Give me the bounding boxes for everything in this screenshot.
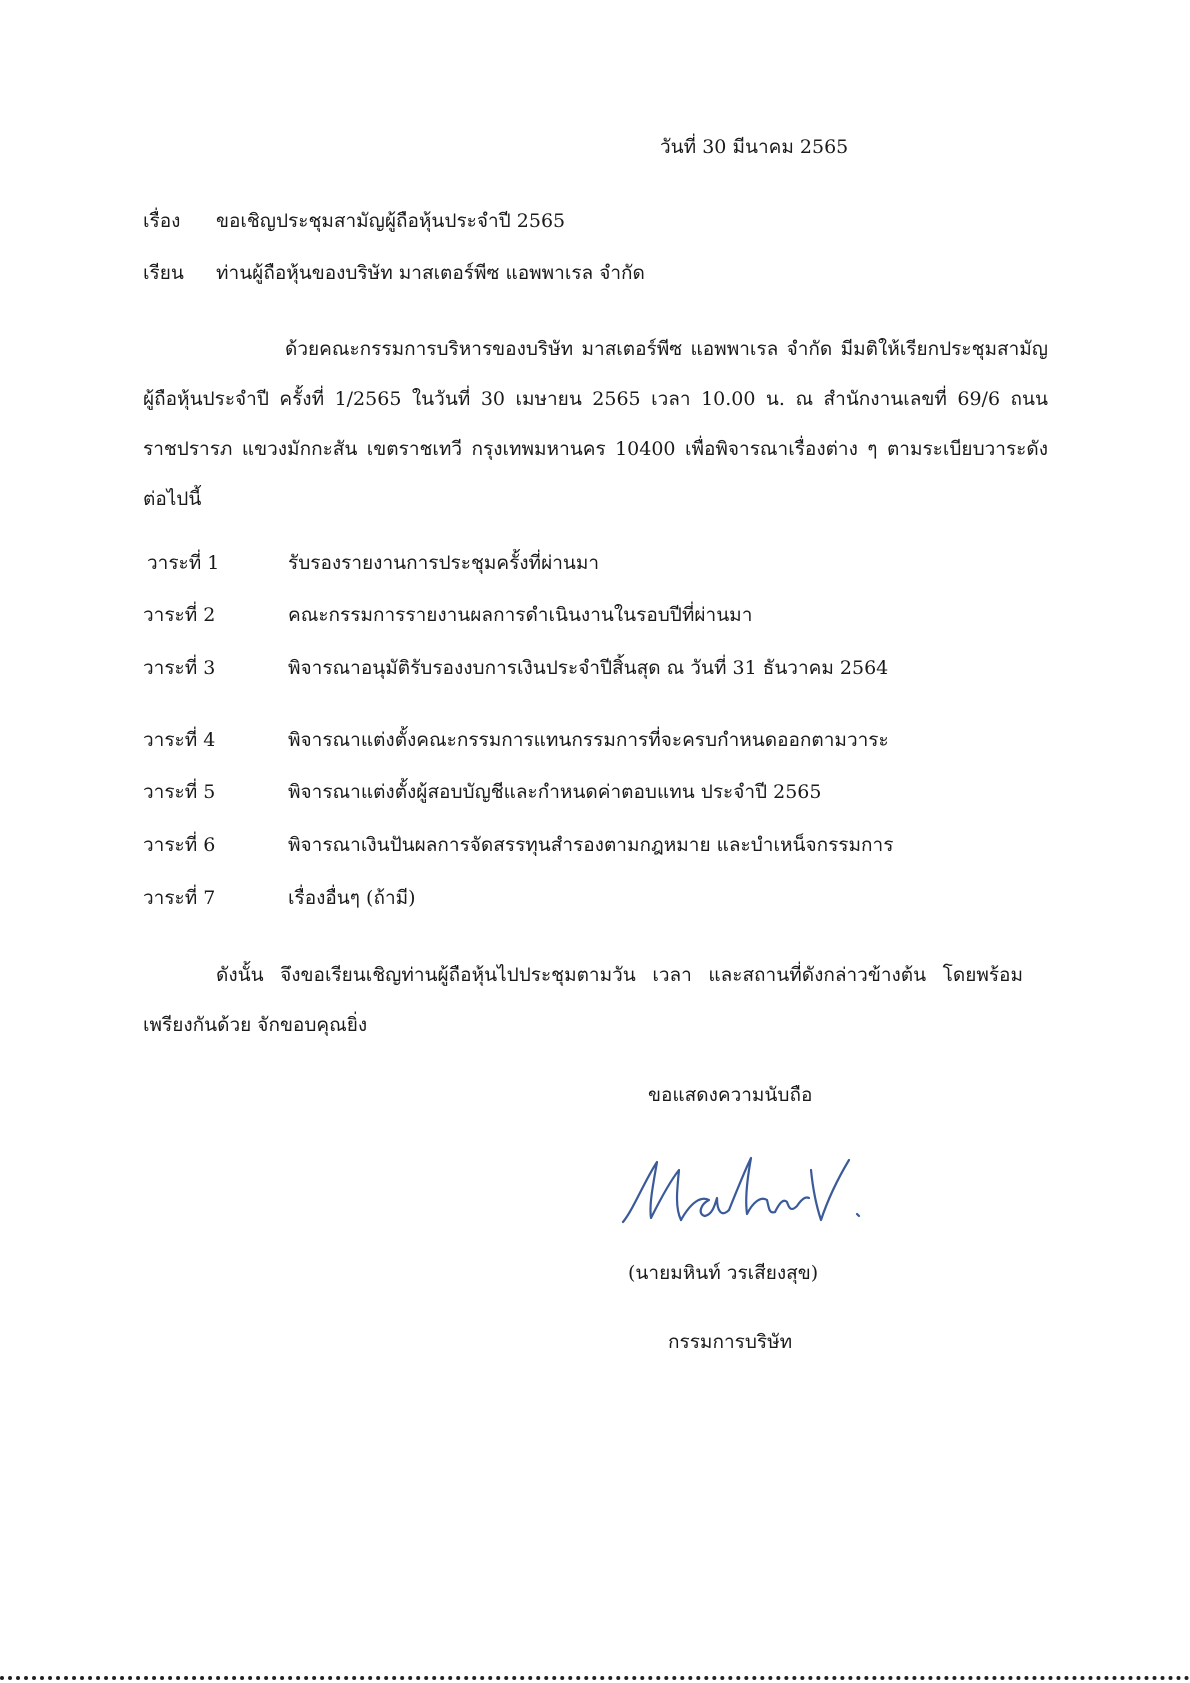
closing-paragraph: ดังนั้น จึงขอเรียนเชิญท่านผู้ถือหุ้นไปประชุมตามวัน เวลา และสถานที่ดังกล่าวข้างต้น โดยพร้อมเพรียงกันด้วย จักขอบคุณยิ่ง	[143, 964, 1023, 1036]
agenda-item	[143, 600, 752, 630]
regards-text: ขอแสดงความนับถือ	[648, 1084, 813, 1106]
agenda-number: วาระที่ 2	[143, 604, 216, 626]
agenda-text: พิจารณาเงินปันผลการจัดสรรทุนสำรองตามกฎหมาย และบำเหน็จกรรมการ	[288, 834, 894, 856]
agenda-text: รับรองรายงานการประชุมครั้งที่ผ่านมา	[288, 552, 600, 574]
recipient-text: ท่านผู้ถือหุ้นของบริษัท มาสเตอร์พีซ แอพพาเรล จำกัด	[216, 262, 645, 284]
agenda-item	[143, 725, 889, 755]
signer-name: (นายมหินท์ วรเสียงสุข)	[628, 1262, 819, 1284]
recipient-row	[143, 258, 645, 288]
subject-text: ขอเชิญประชุมสามัญผู้ถือหุ้นประจำปี 2565	[216, 210, 566, 232]
agenda-number: วาระที่ 6	[143, 834, 216, 856]
agenda-text: คณะกรรมการรายงานผลการดำเนินงานในรอบปีที่ผ่านมา	[288, 604, 753, 626]
agenda-item	[143, 653, 888, 683]
signature-image	[605, 1140, 865, 1240]
agenda-number: วาระที่ 5	[143, 781, 216, 803]
agenda-item	[143, 548, 599, 578]
agenda-text: พิจารณาแต่งตั้งผู้สอบบัญชีและกำหนดค่าตอบแทน ประจำปี 2565	[288, 781, 822, 803]
intro-paragraph: ด้วยคณะกรรมการบริหารของบริษัท มาสเตอร์พีซ แอพพาเรล จำกัด มีมติให้เรียกประชุมสามัญผู้ถือหุ้นประจำปี ครั้งที่ 1/2565 ในวันที่ 30 เมษายน 2565 เวลา 10.00 น. ณ สำนักงานเลขที่ 69/6 ถนนราชปรารภ แขวงมักกะสัน เขตราชเทวี กรุงเทพมหานคร 10400 เพื่อพิจารณาเรื่องต่าง ๆ ตามระเบียบวาระดังต่อไปนี้	[143, 338, 1048, 510]
letter-date: วันที่ 30 มีนาคม 2565	[660, 136, 849, 158]
subject-label: เรื่อง	[143, 210, 181, 232]
agenda-item	[143, 883, 416, 913]
agenda-number: วาระที่ 7	[143, 887, 216, 909]
subject-row	[143, 206, 565, 236]
agenda-item	[143, 777, 821, 807]
signer-title: กรรมการบริษัท	[668, 1331, 793, 1353]
agenda-number: วาระที่ 1	[147, 552, 220, 574]
agenda-text: เรื่องอื่นๆ (ถ้ามี)	[288, 887, 416, 909]
agenda-text: พิจารณาอนุมัติรับรองงบการเงินประจำปีสิ้นสุด ณ วันที่ 31 ธันวาคม 2564	[288, 657, 889, 679]
agenda-item	[143, 830, 893, 860]
page-bottom-divider	[0, 1676, 1190, 1680]
agenda-number: วาระที่ 3	[143, 657, 216, 679]
recipient-label: เรียน	[143, 262, 184, 284]
agenda-text: พิจารณาแต่งตั้งคณะกรรมการแทนกรรมการที่จะครบกำหนดออกตามวาระ	[288, 729, 889, 751]
agenda-number: วาระที่ 4	[143, 729, 216, 751]
